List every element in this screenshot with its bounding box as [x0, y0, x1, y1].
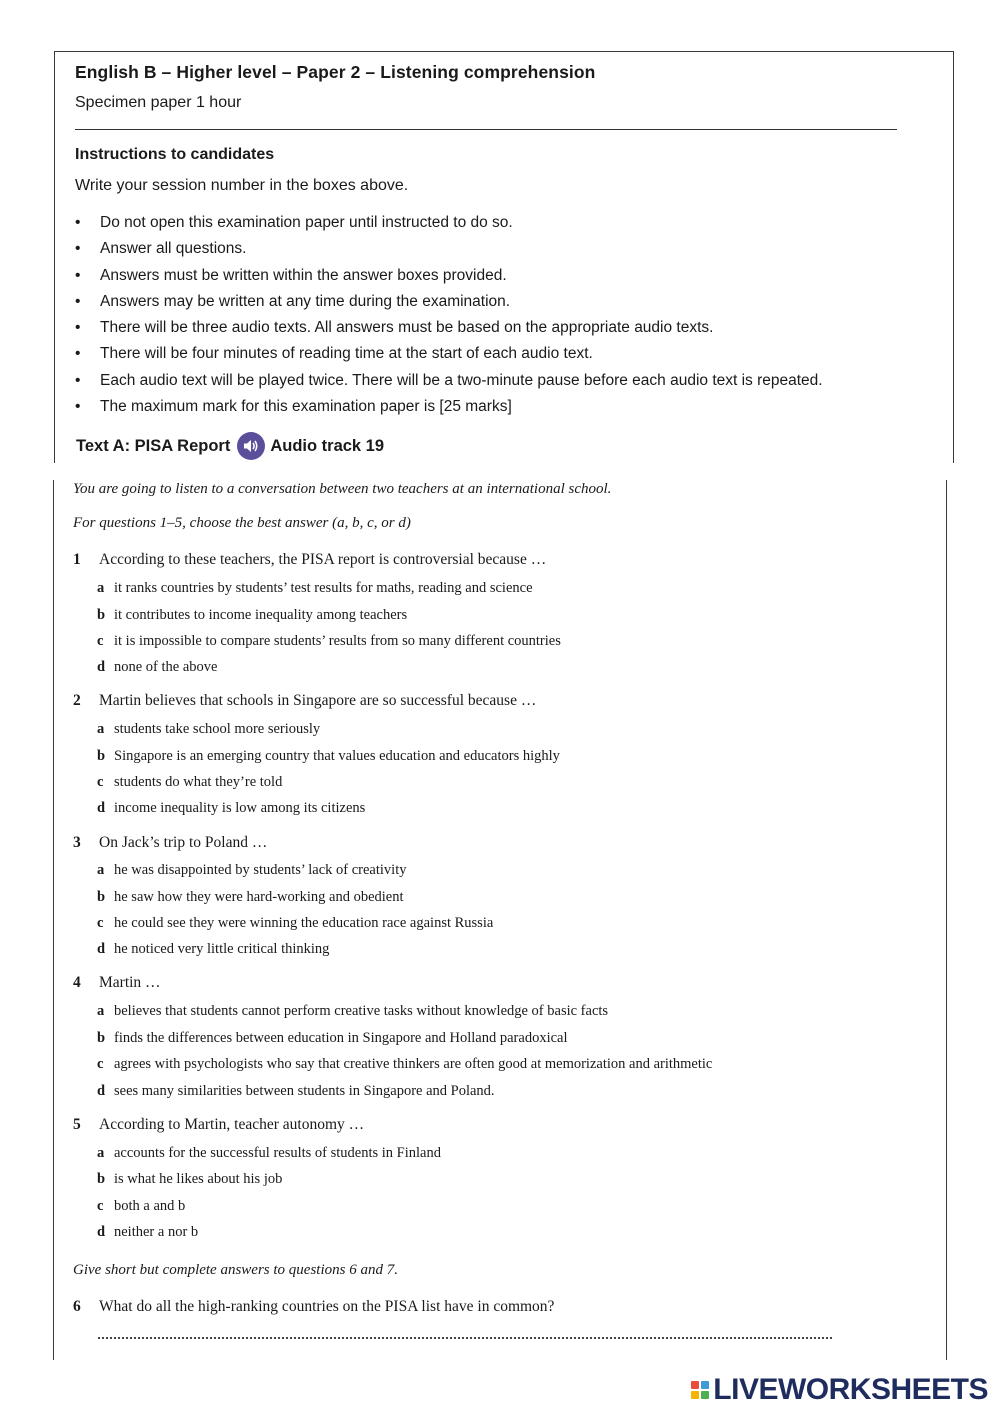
question-4 [73, 974, 161, 992]
question-5 [73, 1116, 364, 1134]
q1-option-c[interactable]: c it is impossible to compare students’ results from so many different countries [97, 633, 561, 649]
question-3 [73, 834, 267, 852]
lower-panel-left-border [53, 480, 54, 1360]
q3-option-b[interactable]: b he saw how they were hard-working and obedient [97, 889, 404, 905]
logo-text: LIVEWORKSHEETS [713, 1373, 988, 1406]
question-number: 2 [73, 692, 81, 709]
speaker-icon-glyph [242, 437, 260, 455]
question-text: What do all the high-ranking countries on the PISA list have in common? [99, 1298, 555, 1315]
bullet: • [75, 398, 81, 416]
q4-option-c[interactable]: c agrees with psychologists who say that creative thinkers are often good at memorization and arithmetic [97, 1056, 713, 1072]
bullet: • [75, 266, 81, 284]
question-6 [73, 1298, 554, 1316]
q5-option-d[interactable]: d neither a nor b [97, 1224, 199, 1240]
q3-option-d[interactable]: d he noticed very little critical thinking [97, 941, 330, 957]
instruction-item: • Answer all questions. [75, 239, 823, 265]
question-number: 4 [73, 974, 81, 991]
q1-option-d[interactable]: d none of the above [97, 659, 218, 675]
bullet: • [75, 214, 81, 231]
listening-intro: You are going to listen to a conversation between two teachers at an international school. [73, 481, 612, 497]
text-a-label: Text A: PISA Report [76, 436, 231, 455]
question-number: 6 [73, 1298, 81, 1315]
bullet: • [75, 345, 81, 363]
question-text: According to Martin, teacher autonomy … [99, 1116, 365, 1133]
instructions-intro: Write your session number in the boxes above. [75, 177, 409, 194]
q2-option-a[interactable]: a students take school more seriously [97, 721, 321, 737]
question-number: 3 [73, 834, 81, 851]
bullet: • [75, 240, 81, 258]
question-text: According to these teachers, the PISA report is controversial because … [99, 551, 547, 568]
instruction-item: • There will be three audio texts. All answers must be based on the appropriate audio texts. [75, 318, 823, 344]
text-a-heading [76, 432, 384, 460]
instruction-item: • There will be four minutes of reading time at the start of each audio text. [75, 344, 823, 370]
instruction-item: • The maximum mark for this examination paper is [25 marks] [75, 397, 823, 423]
instruction-item: • Do not open this examination paper until instructed to do so. [75, 213, 823, 239]
audio-track-label: Audio track 19 [270, 436, 385, 455]
q4-option-b[interactable]: b finds the differences between education in Singapore and Holland paradoxical [97, 1030, 568, 1046]
q4-option-d[interactable]: d sees many similarities between students in Singapore and Poland. [97, 1083, 495, 1099]
mc-instruction: For questions 1–5, choose the best answer (a, b, c, or d) [73, 515, 411, 531]
q1-option-a[interactable]: a it ranks countries by students’ test results for maths, reading and science [97, 580, 533, 596]
lower-panel-right-border [946, 480, 947, 1360]
question-2 [73, 692, 536, 710]
q5-option-a[interactable]: a accounts for the successful results of students in Finland [97, 1145, 441, 1161]
q5-option-b[interactable]: b is what he likes about his job [97, 1171, 283, 1187]
q1-option-b[interactable]: b it contributes to income inequality among teachers [97, 607, 408, 623]
question-number: 1 [73, 551, 81, 568]
logo-tiles-icon [691, 1381, 709, 1399]
exam-header-panel [54, 51, 954, 463]
instructions-list [75, 213, 823, 423]
instruction-item: • Answers must be written within the answer boxes provided. [75, 266, 823, 292]
instruction-item: • Answers may be written at any time during the examination. [75, 292, 823, 318]
q3-option-a[interactable]: a he was disappointed by students’ lack of creativity [97, 862, 407, 878]
bullet: • [75, 319, 81, 337]
speaker-icon[interactable] [237, 432, 265, 460]
q3-option-c[interactable]: c he could see they were winning the education race against Russia [97, 915, 494, 931]
liveworksheets-logo [691, 1373, 988, 1407]
instructions-heading: Instructions to candidates [75, 146, 275, 163]
q4-option-a[interactable]: a believes that students cannot perform creative tasks without knowledge of basic facts [97, 1003, 609, 1019]
instruction-item: • Each audio text will be played twice. There will be a two-minute pause before each audio text is repeated. [75, 371, 823, 397]
paper-title: English B – Higher level – Paper 2 – Listening comprehension [75, 62, 596, 82]
question-1 [73, 551, 546, 569]
question-text: Martin … [99, 974, 161, 991]
bullet: • [75, 371, 81, 389]
q2-option-c[interactable]: c students do what they’re told [97, 774, 283, 790]
question-text: Martin believes that schools in Singapore are so successful because … [99, 692, 537, 709]
bullet: • [75, 292, 81, 310]
short-answer-instruction: Give short but complete answers to questions 6 and 7. [73, 1262, 398, 1278]
q6-answer-line[interactable] [98, 1337, 832, 1339]
title-divider [75, 129, 897, 130]
q2-option-b[interactable]: b Singapore is an emerging country that values education and educators highly [97, 748, 560, 764]
question-number: 5 [73, 1116, 81, 1133]
paper-subtitle: Specimen paper 1 hour [75, 94, 242, 111]
q5-option-c[interactable]: c both a and b [97, 1198, 186, 1214]
question-text: On Jack’s trip to Poland … [99, 834, 268, 851]
q2-option-d[interactable]: d income inequality is low among its citizens [97, 800, 366, 816]
